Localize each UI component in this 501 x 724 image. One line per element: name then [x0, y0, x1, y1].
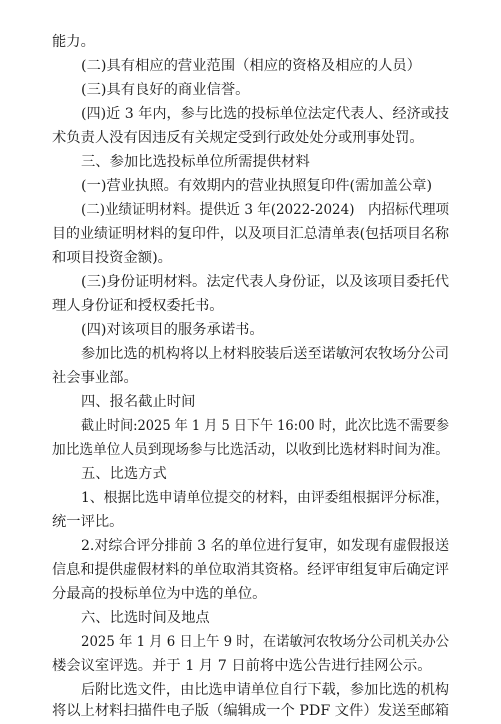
text-line	[0, 245, 501, 271]
text-line	[0, 389, 501, 415]
line-text: 三、参加比选投标单位所需提供材料	[81, 154, 310, 170]
line-text: 将以上材料扫描件电子版（编辑成一个 PDF 文件）发送至邮箱	[52, 703, 449, 719]
line-text: 2.对综合评分排前 3 名的单位进行复审，如发现有虚假报送	[81, 538, 450, 554]
text-line	[0, 653, 501, 679]
text-line	[0, 221, 501, 247]
line-text: 六、比选时间及地点	[81, 610, 210, 626]
line-text: 能力。	[52, 34, 95, 50]
line-text: 楼会议室评选。并于 1 月 7 日前将中选公告进行挂网公示。	[52, 658, 432, 674]
text-line	[0, 101, 501, 127]
line-text: (一)营业执照。有效期内的营业执照复印件(需加盖公章)	[81, 178, 433, 194]
line-text: 理人身份证和授权委托书。	[52, 298, 224, 314]
text-line	[0, 461, 501, 487]
line-text: (四)近 3 年内，参与比选的投标单位法定代表人、经济或技	[81, 106, 449, 122]
text-line	[0, 533, 501, 559]
text-line	[0, 53, 501, 79]
line-text: 截止时间:2025 年 1 月 5 日下午 16:00 时，此次比选不需要参	[81, 418, 450, 434]
text-line	[0, 317, 501, 343]
line-text: 信息和提供虚假材料的单位取消其资格。经评审组复审后确定评	[52, 562, 449, 578]
text-line	[0, 149, 501, 175]
text-line	[0, 29, 501, 55]
line-text: (四)对该项目的服务承诺书。	[81, 322, 264, 338]
line-text: 五、比选方式	[81, 466, 167, 482]
line-text: (三)具有良好的商业信誉。	[81, 82, 250, 98]
line-text: 术负责人没有因违反有关规定受到行政处处分或刑事处罚。	[52, 130, 424, 146]
text-line	[0, 629, 501, 655]
line-text: 加比选单位人员到现场参与比选活动，以收到比选材料时间为准。	[52, 442, 449, 458]
line-text: 2025 年 1 月 6 日上午 9 时，在诺敏河农牧场分公司机关办公	[81, 634, 450, 650]
line-text: 四、报名截止时间	[81, 394, 196, 410]
text-line	[0, 269, 501, 295]
text-line	[0, 173, 501, 199]
text-line	[0, 485, 501, 511]
text-line	[0, 77, 501, 103]
text-line	[0, 557, 501, 583]
text-line	[0, 437, 501, 463]
line-text: 统一评比。	[52, 514, 124, 530]
text-line	[0, 581, 501, 607]
line-text: 参加比选的机构将以上材料胶装后送至诺敏河农牧场分公司	[81, 346, 450, 362]
line-text: 分最高的投标单位为中选的单位。	[52, 586, 267, 602]
text-line	[0, 197, 501, 223]
line-text: (二)具有相应的营业范围（相应的资格及相应的人员）	[81, 58, 421, 74]
text-line	[0, 509, 501, 535]
text-line	[0, 341, 501, 367]
line-text: 社会事业部。	[52, 370, 138, 386]
line-text: 后附比选文件，由比选申请单位自行下载，参加比选的机构	[81, 682, 450, 698]
text-line	[0, 125, 501, 151]
text-line	[0, 698, 501, 724]
line-text: 1、根据比选申请单位提交的材料，由评委组根据评分标准，	[81, 490, 450, 506]
text-line	[0, 293, 501, 319]
text-line	[0, 365, 501, 391]
line-text: (二)业绩证明材料。提供近 3 年(2022-2024) 内招标代理项	[81, 202, 450, 218]
line-text: 目的业绩证明材料的复印件，以及项目汇总清单表(包括项目名称	[52, 226, 450, 242]
line-text: 和项目投资金额)。	[52, 250, 172, 266]
line-text: (三)身份证明材料。法定代表人身份证，以及该项目委托代	[81, 274, 449, 290]
text-line	[0, 605, 501, 631]
text-line	[0, 413, 501, 439]
